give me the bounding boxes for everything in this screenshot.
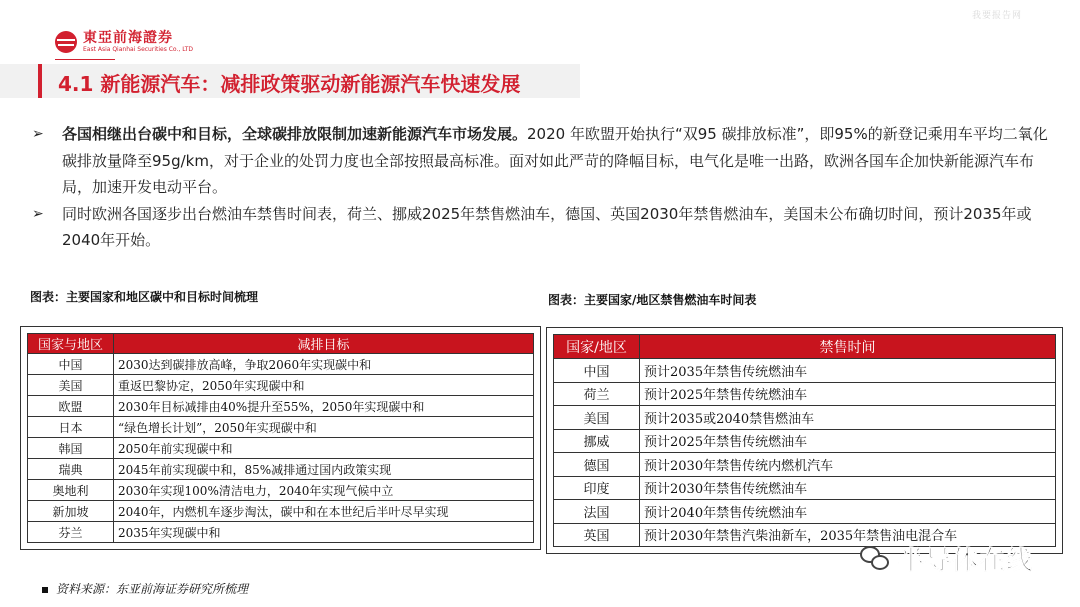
target-cell: 重返巴黎协定，2050年实现碳中和 [114, 375, 534, 396]
target-cell: 预计2030年禁售汽柴油新车，2035年禁售油电混合车 [640, 523, 1056, 547]
target-cell: 2050年前实现碳中和 [114, 438, 534, 459]
table-row [554, 359, 1056, 383]
target-cell: 预计2025年禁售传统燃油车 [640, 382, 1056, 406]
table-row [28, 396, 534, 417]
column-header: 国家与地区 [28, 334, 114, 354]
country-cell: 中国 [28, 354, 114, 375]
source-note [42, 580, 248, 597]
country-cell: 奥地利 [28, 480, 114, 501]
country-cell: 荷兰 [554, 382, 640, 406]
country-cell: 芬兰 [28, 522, 114, 543]
table-row [28, 501, 534, 522]
target-cell: 2040年，内燃机车逐步淘汰，碳中和在本世纪后半叶尽早实现 [114, 501, 534, 522]
target-cell: 预计2030年禁售传统内燃机汽车 [640, 453, 1056, 477]
fuel-ban-table [553, 334, 1056, 547]
country-cell: 日本 [28, 417, 114, 438]
column-header: 减排目标 [114, 334, 534, 354]
country-cell: 新加坡 [28, 501, 114, 522]
target-cell: 2030达到碳排放高峰，争取2060年实现碳中和 [114, 354, 534, 375]
arrow-bullet-icon: ➢ [32, 126, 44, 142]
table-row [28, 480, 534, 501]
brand-watermark-text: 半导体在线 [898, 546, 1034, 576]
arrow-bullet-icon: ➢ [32, 205, 44, 222]
country-cell: 美国 [554, 406, 640, 430]
target-cell: 预计2030年禁售传统燃油车 [640, 476, 1056, 500]
country-cell: 印度 [554, 476, 640, 500]
table-row [28, 438, 534, 459]
target-cell: 预计2035年禁售传统燃油车 [640, 359, 1056, 383]
table1-caption: 图表：主要国家和地区碳中和目标时间梳理 [30, 290, 259, 304]
bullet-text: 同时欧洲各国逐步出台燃油车禁售时间表，荷兰、挪威2025年禁售燃油车，德国、英国2030年禁售燃油车，美国未公布确切时间，预计2035年或2040年开始。 [62, 204, 1032, 249]
table-row [554, 500, 1056, 524]
table-header-row [554, 335, 1056, 359]
bullet-text: 2020 年欧盟开始执行“双95 碳排放标准”，即95%的新登记乘用车平均二氧化碳排放量降至95g/km，对于企业的处罚力度也全部按照最高标准。面对如此严苛的降幅目标，电气化是唯一出路，欧洲各国车企加快新能源汽车布局，加速开发电动平台。 [62, 125, 1048, 196]
target-cell: 2030年实现100%清洁电力，2040年实现气候中立 [114, 480, 534, 501]
page-title: 4.1 新能源汽车：减排政策驱动新能源汽车快速发展 [58, 72, 521, 96]
carbon-neutral-table [27, 333, 534, 543]
company-logo [55, 30, 193, 54]
target-cell: 预计2035或2040禁售燃油车 [640, 406, 1056, 430]
country-cell: 美国 [28, 375, 114, 396]
table-row [28, 375, 534, 396]
logo-name-en: East Asia Qianhai Securities Co., LTD [83, 46, 194, 53]
brand-watermark [858, 540, 1033, 577]
square-bullet-icon [42, 587, 48, 593]
target-cell: 2045年前实现碳中和，85%减排通过国内政策实现 [114, 459, 534, 480]
logo-name-cn: 東亞前海證券 [83, 30, 173, 46]
country-cell: 英国 [554, 523, 640, 547]
table-row [28, 522, 534, 543]
wechat-icon [858, 542, 892, 576]
bullet-list [30, 121, 1050, 254]
table-row [28, 459, 534, 480]
table-row [554, 429, 1056, 453]
target-cell: 预计2040年禁售传统燃油车 [640, 500, 1056, 524]
column-header: 禁售时间 [640, 335, 1056, 359]
country-cell: 法国 [554, 500, 640, 524]
bullet-item [30, 121, 1050, 201]
table-header-row [28, 334, 534, 354]
target-cell: 2030年目标减排由40%提升至55%，2050年实现碳中和 [114, 396, 534, 417]
bullet-bold-lead: 各国相继出台碳中和目标，全球碳排放限制加速新能源汽车市场发展。 [62, 125, 528, 143]
table-row [554, 476, 1056, 500]
top-watermark: 我要报告网 [971, 11, 1022, 21]
target-cell: “绿色增长计划”，2050年实现碳中和 [114, 417, 534, 438]
bullet-item [30, 201, 1050, 254]
table2-frame [546, 327, 1063, 554]
logo-icon [55, 31, 77, 53]
country-cell: 韩国 [28, 438, 114, 459]
table-row [28, 354, 534, 375]
country-cell: 瑞典 [28, 459, 114, 480]
table1-frame [20, 326, 541, 550]
source-text: 资料来源：东亚前海证券研究所梳理 [56, 582, 249, 596]
title-accent [38, 64, 42, 98]
table2-caption: 图表：主要国家/地区禁售燃油车时间表 [548, 293, 757, 307]
country-cell: 德国 [554, 453, 640, 477]
logo-underline [55, 59, 115, 60]
table-row [28, 417, 534, 438]
table-row [554, 453, 1056, 477]
target-cell: 2035年实现碳中和 [114, 522, 534, 543]
country-cell: 中国 [554, 359, 640, 383]
target-cell: 预计2025年禁售传统燃油车 [640, 429, 1056, 453]
country-cell: 欧盟 [28, 396, 114, 417]
table-row [554, 406, 1056, 430]
table-row [554, 382, 1056, 406]
country-cell: 挪威 [554, 429, 640, 453]
column-header: 国家/地区 [554, 335, 640, 359]
